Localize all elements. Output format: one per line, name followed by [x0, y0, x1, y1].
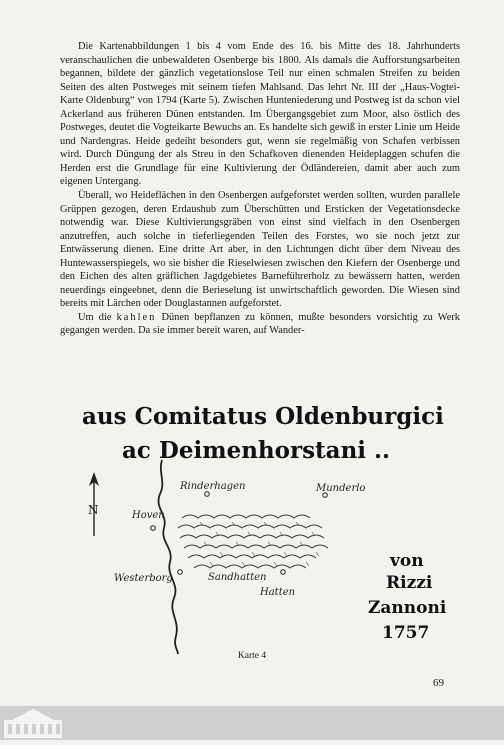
place-rinderhagen: Rinderhagen [180, 481, 246, 492]
map-author-line-1: von [390, 551, 424, 571]
map-author-line-2: Rizzi [386, 573, 433, 593]
library-logo [0, 706, 504, 740]
place-hatten: Hatten [260, 587, 296, 598]
dune-shading [200, 522, 319, 566]
map-title-line-1: aus Comitatus Oldenburgici [82, 403, 444, 430]
map-title-line-2: ac Deimenhorstani .. [122, 437, 391, 464]
paragraph-2: Überall, wo Heideflächen in den Osenbergen aufgeforstet werden sollten, wurden parallele Grüppen gezogen, deren Erdaushub zum Überschütten und Ersticken der Vegetationsdecke notwendig war. Diese Kultivierungsgräben von einst sind vielfach in den Osenbergen anzutreffen, auch solche in tieferliegenden Teilen des Forstes, wo sie noch jetzt zur Entwässerung dienen. Eine dritte Art aber, in den Lichtungen dicht über dem Niveau des Huntewasserspiegels, wo sie bisher die Rieselwiesen zwischen den Kiefern der Osenberge und den Eichen des alten gräflichen Jagdgebietes Barneführerholz zu bewässern hatten, werden neuerdings eingeebnet, denn die Berieselung ist unwirtschaftlich geworden. Die Wiesen sind bereits mit Lärchen oder Douglastannen aufgeforstet. [60, 190, 460, 310]
paragraph-3-end: Dünen bepflanzen zu können, mußte besonders vorsichtig zu Werk gegangen werden. Da sie immer bereit waren, auf Wander- [60, 311, 460, 337]
place-sandhatten: Sandhatten [208, 572, 267, 583]
place-hoven: Hoven [132, 510, 165, 521]
paragraph-1: Die Kartenabbildungen 1 bis 4 vom Ende des 16. bis Mitte des 18. Jahrhunderts veranschaulichen die unbewaldeten Osenberge bis 1800. Als damals die Aufforstungsarbeiten begannen, bildete der gänzlich vegetationslose Teil nur einen schmalen Streifen zu beiden Seiten des alten Postweges mit seinem tiefen Mahlsand. Das lehrt Nr. III der „Haus-Vogtei-Karte Oldenburg“ von 1794 (Karte 5). Zwischen Hunteniederung und Postweg ist da schon viel Ackerland aus früheren Dünen entstanden. Im Übergangsgebiet zum Moor, also östlich des Postweges, deutet die Vogteikarte Bewuchs an. Es handelte sich gewiß in erster Linie um Heide und Nardengras. Heide gedeiht besonders gut, wenn sie regelmäßig von Schafen verbissen wird. Durch Düngung der als Streu in den Schafkoven dienenden Heideplaggen schufen die Herden erst die Grundlage für eine Kultivierung der Ödländereien, damit aber auch zum eigenen Untergang. [60, 41, 460, 188]
map-drawing [70, 390, 450, 650]
spaced-word: kahlen [116, 311, 157, 323]
page-number: 69 [433, 677, 444, 689]
place-westerborg: Westerborg [114, 573, 173, 584]
map-author-line-3: Zannoni [368, 598, 447, 618]
map-year: 1757 [382, 623, 430, 643]
map-caption: Karte 4 [237, 651, 267, 661]
north-label: N [88, 503, 99, 517]
river-line [158, 460, 178, 654]
historic-map [70, 390, 450, 650]
building-logo-icon [0, 706, 504, 740]
settlement-markers [151, 492, 328, 575]
place-munderlo: Munderlo [316, 483, 366, 494]
body-text [60, 40, 460, 338]
paragraph-3-start: Um die [78, 311, 117, 323]
paragraph-3 [60, 311, 460, 338]
